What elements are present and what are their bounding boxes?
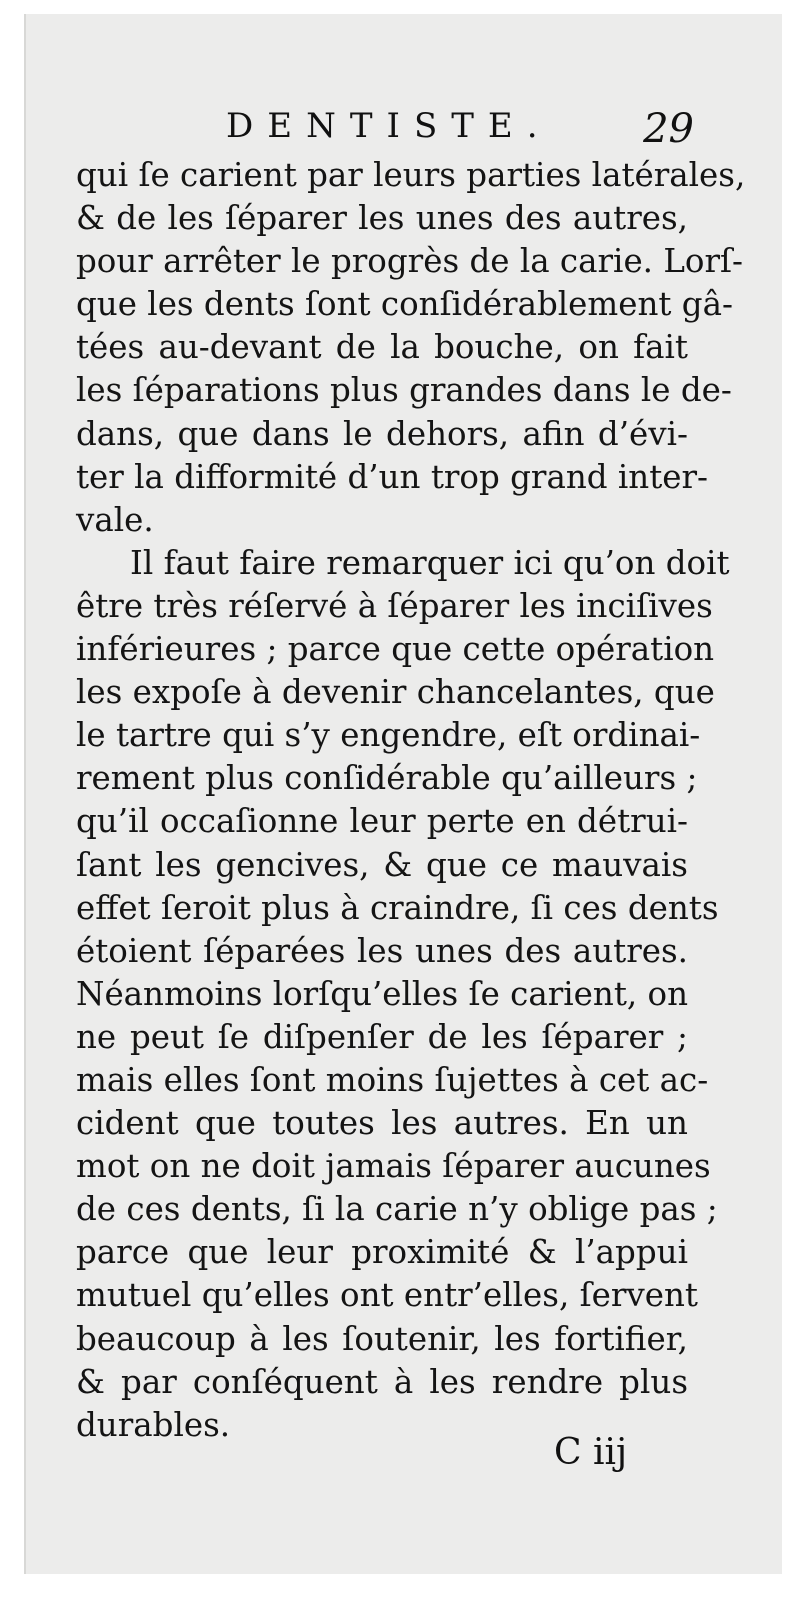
text-line: parce que leur proximité & l’appui xyxy=(76,1233,688,1272)
text-line: qu’il occaſionne leur perte en détrui- xyxy=(76,802,688,841)
text-line: rement plus conſidérable qu’ailleurs ; xyxy=(76,759,698,798)
text-line: tées au-devant de la bouche, on fait xyxy=(76,328,688,367)
text-line: être très réſervé à ſéparer les inciſives xyxy=(76,586,713,625)
text-line: effet ſeroit plus à craindre, ſi ces dents xyxy=(76,888,719,927)
text-line: mutuel qu’elles ont entr’elles, ſervent xyxy=(76,1276,698,1315)
page-number: 29 xyxy=(643,106,694,152)
text-line: ne peut ſe diſpenſer de les ſéparer ; xyxy=(76,1017,688,1056)
text-line: cident que toutes les autres. En un xyxy=(76,1104,688,1143)
running-head: DENTISTE. xyxy=(226,106,552,146)
text-line: & de les ſéparer les unes des autres, xyxy=(76,199,688,238)
text-line: beaucoup à les ſoutenir, les fortifier, xyxy=(76,1319,688,1358)
text-line: inférieures ; parce que cette opération xyxy=(76,630,715,669)
text-line: pour arrêter le progrès de la carie. Lorſ- xyxy=(76,242,744,281)
text-line: les ſéparations plus grandes dans le de- xyxy=(76,371,732,410)
text-line: mot on ne doit jamais ſéparer aucunes xyxy=(76,1147,711,1186)
text-line: dans, que dans le dehors, afin d’évi- xyxy=(76,414,688,453)
text-line: & par conſéquent à les rendre plus xyxy=(76,1362,688,1401)
page-header xyxy=(76,106,694,156)
text-line: ter la difformité d’un trop grand inter- xyxy=(76,457,709,496)
text-line: ſant les gencives, & que ce mauvais xyxy=(76,845,688,884)
text-line: que les dents ſont conſidérablement gâ- xyxy=(76,285,733,324)
text-line: mais elles ſont moins ſujettes à cet ac- xyxy=(76,1060,709,1099)
text-line: de ces dents, ſi la carie n’y oblige pas ; xyxy=(76,1190,718,1229)
book-page xyxy=(24,14,782,1574)
text-line: Il faut faire remarquer ici qu’on doit xyxy=(130,543,730,582)
signature-mark: C iij xyxy=(554,1432,628,1473)
text-line: durables. xyxy=(76,1405,231,1444)
text-line: vale. xyxy=(76,500,154,539)
text-line: le tartre qui s’y engendre, eſt ordinai- xyxy=(76,716,701,755)
text-line: étoient ſéparées les unes des autres. xyxy=(76,931,688,970)
text-line: les expoſe à devenir chancelantes, que xyxy=(76,673,715,712)
body-text xyxy=(76,154,746,1447)
text-line: qui ſe carient par leurs parties latérales, xyxy=(76,156,746,194)
text-line: Néanmoins lorſqu’elles ſe carient, on xyxy=(76,974,689,1013)
